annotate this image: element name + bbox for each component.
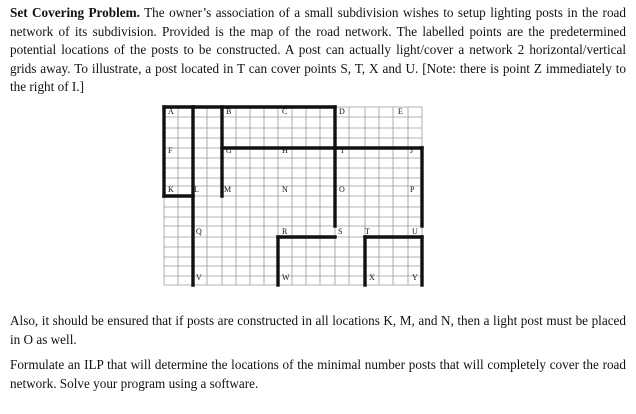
point-label-w: W bbox=[282, 273, 290, 282]
point-label-l: L bbox=[194, 185, 199, 194]
point-label-r: R bbox=[282, 227, 288, 236]
thin-grid-lines bbox=[164, 107, 422, 285]
additional-condition: Also, it should be ensured that if posts are constructed in all locations K, M, and N, then a light post must be placed in O as well. bbox=[10, 313, 626, 347]
point-label-h: H bbox=[282, 146, 288, 155]
point-label-s: S bbox=[338, 227, 343, 236]
problem-intro: The owner’s association of a small subdivision wishes to setup lighting posts in the road network of its subdivision. Provided is the map of the road network. The labelled points are the predetermined potential locations of the posts to be constructed. A post can actually light/cover a network 2 horizontal/vertical grids away. To illustrate, a post located in T can cover points S, T, X and U. [Note: there is point Z immediately to the right of I.] bbox=[10, 5, 626, 95]
point-label-m: M bbox=[224, 185, 232, 194]
point-label-e: E bbox=[398, 107, 403, 116]
point-label-b: B bbox=[226, 107, 232, 116]
point-labels bbox=[168, 107, 418, 282]
point-label-k: K bbox=[168, 185, 174, 194]
point-label-d: D bbox=[339, 107, 345, 116]
point-label-f: F bbox=[168, 146, 173, 155]
point-label-x: X bbox=[369, 273, 375, 282]
point-label-n: N bbox=[282, 185, 288, 194]
point-label-t: T bbox=[365, 227, 370, 236]
point-label-q: Q bbox=[196, 227, 202, 236]
point-label-v: V bbox=[196, 273, 202, 282]
problem-title: Set Covering Problem. bbox=[10, 5, 140, 20]
point-label-o: O bbox=[339, 185, 345, 194]
point-label-y: Y bbox=[412, 273, 418, 282]
task-statement: Formulate an ILP that will determine the locations of the minimal number posts that will completely cover the road network. Solve your program using a software. bbox=[10, 357, 626, 391]
point-label-p: P bbox=[410, 185, 415, 194]
point-label-u: U bbox=[412, 227, 418, 236]
point-label-j: J bbox=[410, 146, 414, 155]
point-label-c: C bbox=[282, 107, 288, 116]
point-label-i: I bbox=[341, 146, 344, 155]
point-label-a: A bbox=[168, 107, 174, 116]
point-label-g: G bbox=[226, 146, 232, 155]
